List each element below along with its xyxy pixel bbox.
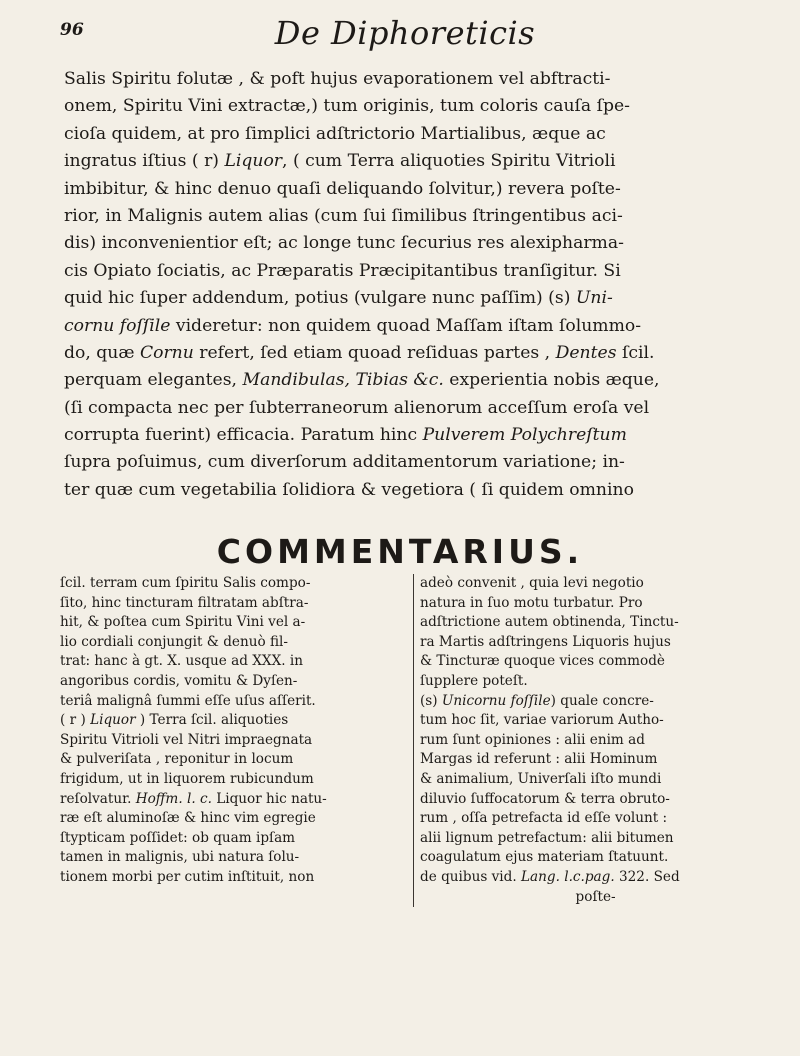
text-segment: frigidum, ut in liquorem rubicundum xyxy=(60,770,314,787)
text-segment: adſtrictione autem obtinenda, Tinctu- xyxy=(420,614,679,631)
text-segment: perquam elegantes, xyxy=(64,370,243,391)
commentary-line xyxy=(420,633,762,653)
text-line xyxy=(64,449,754,476)
commentary-line xyxy=(420,770,762,790)
text-line xyxy=(64,422,754,449)
commentary-line xyxy=(60,633,404,653)
text-segment: ſcil. terram cum ſpiritu Salis compo- xyxy=(60,575,311,591)
text-segment: ſcil. xyxy=(616,342,655,363)
text-segment: Margas id referunt : alii Hominum xyxy=(420,751,658,768)
commentary-line xyxy=(60,848,404,868)
text-line xyxy=(64,121,754,148)
text-segment: videretur: non quidem quoad Maſſam iſtam ſolummo- xyxy=(170,315,642,336)
commentary-line xyxy=(60,829,404,849)
running-title: De Diphoreticis xyxy=(274,14,536,52)
text-line xyxy=(64,395,754,422)
text-segment: poſte- xyxy=(420,888,616,905)
text-segment: quid hic ſuper addendum, potius (vulgare nunc paſſim) (s) xyxy=(64,288,576,309)
text-segment: refert, ſed etiam quoad reſiduas partes , xyxy=(193,342,556,363)
page-header xyxy=(60,8,750,54)
text-segment: (s) xyxy=(420,692,442,709)
text-segment: de quibus vid. xyxy=(420,868,521,885)
commentary-line xyxy=(420,888,762,908)
text-segment: Hoffm. l. c. xyxy=(135,790,212,807)
commentary-line xyxy=(420,848,762,868)
text-segment: ) quale concre- xyxy=(550,692,654,709)
text-line xyxy=(64,230,754,257)
text-segment: rior, in Malignis autem alias (cum ſui ſimilibus ſtringentibus aci- xyxy=(64,205,623,226)
commentary-line xyxy=(420,731,762,751)
commentary-line xyxy=(420,594,762,614)
text-segment: ſito, hinc tincturam filtratam abſtra- xyxy=(60,594,309,611)
commentary-line xyxy=(60,731,404,751)
text-segment: experientia nobis æque, xyxy=(443,370,660,391)
commentary-line xyxy=(60,750,404,770)
text-line xyxy=(64,285,754,312)
text-segment: Pulverem Polychreſtum xyxy=(422,425,627,446)
text-segment: angoribus cordis, vomitu & Dyſen- xyxy=(60,672,298,689)
text-line xyxy=(64,258,754,285)
text-segment: Lang. l.c.pag. xyxy=(521,868,615,885)
text-segment: do, quæ xyxy=(64,342,140,363)
text-segment: tum hoc ſit, variae variorum Autho- xyxy=(420,712,664,729)
text-segment: alii lignum petrefactum: alii bitumen xyxy=(420,829,674,846)
text-segment: Liquor hic natu- xyxy=(211,790,327,807)
text-segment: tionem morbi per cutim inſtituit, non xyxy=(60,868,315,885)
commentary-line xyxy=(420,750,762,770)
commentary-line xyxy=(60,574,404,594)
text-segment: tamen in malignis, ubi natura ſolu- xyxy=(60,849,300,866)
text-segment: ) Terra ſcil. aliquoties xyxy=(135,712,289,729)
commentary-line xyxy=(420,711,762,731)
text-segment: cis Opiato ſociatis, ac Præparatis Præcipitantibus tranſigitur. Si xyxy=(64,260,621,281)
text-segment: & Tincturæ quoque vices commodè xyxy=(420,653,665,670)
text-segment: ter quæ cum vegetabilia ſolidiora & vegetiora ( ſi quidem omnino xyxy=(64,479,634,500)
commentary-line xyxy=(420,692,762,712)
text-segment: ſtypticam poſſidet: ob quam ipſam xyxy=(60,829,296,846)
text-segment: ingratus iſtius ( r) xyxy=(64,151,225,172)
commentary-right-column xyxy=(413,574,762,907)
text-segment: , ( cum Terra aliquoties Spiritu Vitrioli xyxy=(282,151,616,172)
commentary-line xyxy=(60,770,404,790)
text-segment: trat: hanc à gt. X. usque ad XXX. in xyxy=(60,653,303,670)
commentary-line xyxy=(420,868,762,888)
text-line xyxy=(64,148,754,175)
text-line xyxy=(64,203,754,230)
text-segment: ſupplere poteſt. xyxy=(420,672,528,689)
text-segment: cornu foſſile xyxy=(64,315,171,336)
text-segment: dis) inconvenientior eſt; ac longe tunc ſecurius res alexipharma- xyxy=(64,233,624,254)
text-segment: Liquor xyxy=(224,151,283,172)
text-line xyxy=(64,340,754,367)
text-line xyxy=(64,367,754,394)
text-segment: reſolvatur. xyxy=(60,790,136,807)
commentary-left-column xyxy=(60,574,404,888)
text-segment: (ſi compacta nec per ſubterraneorum alienorum acceſſum eroſa vel xyxy=(64,397,650,418)
text-segment: coagulatum ejus materiam ſtatuunt. xyxy=(420,849,669,866)
commentary-line xyxy=(420,613,762,633)
text-segment: imbibitur, & hinc denuo quaſi deliquando ſolvitur,) revera poſte- xyxy=(64,178,621,199)
commentary-line xyxy=(420,652,762,672)
text-segment: onem, Spiritu Vini extractæ,) tum originis, tum coloris cauſa ſpe- xyxy=(64,96,630,117)
section-heading: COMMENTARIUS. xyxy=(216,532,584,571)
commentary-line xyxy=(60,868,404,888)
commentary-line xyxy=(60,790,404,810)
text-segment: diluvio ſuffocatorum & terra obruto- xyxy=(420,790,670,807)
text-segment: hit, & poſtea cum Spiritu Vini vel a- xyxy=(60,614,306,631)
commentary-line xyxy=(60,672,404,692)
text-segment: corrupta fuerint) efficacia. Paratum hinc xyxy=(64,425,423,446)
text-segment: natura in ſuo motu turbatur. Pro xyxy=(420,594,643,611)
commentary-line xyxy=(60,652,404,672)
commentary-line xyxy=(420,829,762,849)
text-line xyxy=(64,313,754,340)
commentary-line xyxy=(420,809,762,829)
text-segment: & pulveriſata , reponitur in locum xyxy=(60,751,294,768)
text-segment: ræ eſt aluminoſæ & hinc vim egregie xyxy=(60,810,316,827)
commentary-line xyxy=(60,692,404,712)
text-segment: ( r ) xyxy=(60,712,91,729)
text-segment: ſupra poſuimus, cum diverſorum additamentorum variatione; in- xyxy=(64,452,625,473)
text-segment: Liquor xyxy=(90,712,136,729)
text-line xyxy=(64,477,754,504)
text-segment: Unicornu foſſile xyxy=(441,692,551,709)
text-segment: cioſa quidem, at pro ſimplici adſtrictorio Martialibus, æque ac xyxy=(64,123,606,144)
text-line xyxy=(64,93,754,120)
commentary-line xyxy=(60,809,404,829)
text-line xyxy=(64,66,754,93)
page-number: 96 xyxy=(60,20,84,40)
text-segment: & animalium, Univerſali iſto mundi xyxy=(420,770,662,787)
main-paragraph xyxy=(64,66,754,504)
text-segment: ra Martis adſtringens Liquoris hujus xyxy=(420,633,671,650)
text-segment: adeò convenit , quia levi negotio xyxy=(420,575,644,591)
text-segment: teriâ malignâ ſummi eſſe uſus aſſerit. xyxy=(60,692,316,709)
commentary-line xyxy=(60,711,404,731)
text-segment: rum , oſſa petrefacta id eſſe volunt : xyxy=(420,810,668,827)
commentary-line xyxy=(420,672,762,692)
text-segment: Cornu xyxy=(139,342,194,363)
text-segment: lio cordiali conjungit & denuò fil- xyxy=(60,633,288,650)
text-segment: Mandibulas, Tibias &c. xyxy=(242,370,444,391)
text-line xyxy=(64,176,754,203)
commentary-line xyxy=(60,613,404,633)
text-segment: rum ſunt opiniones : alii enim ad xyxy=(420,731,645,748)
commentary-line xyxy=(420,790,762,810)
commentary-line xyxy=(420,574,762,594)
text-segment: Salis Spiritu folutæ , & poft hujus evaporationem vel abftracti- xyxy=(64,69,611,89)
text-segment: Spiritu Vitrioli vel Nitri impraegnata xyxy=(60,731,313,748)
text-segment: Dentes xyxy=(555,342,617,363)
text-segment: Uni- xyxy=(575,288,613,309)
commentary-line xyxy=(60,594,404,614)
text-segment: 322. Sed xyxy=(614,868,680,885)
